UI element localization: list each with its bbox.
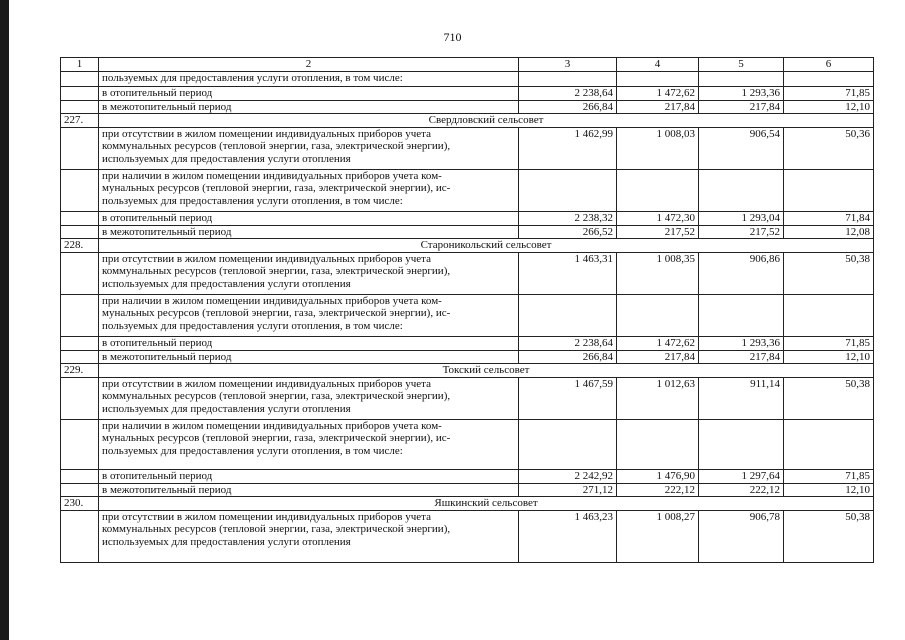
heating-period-row [61, 469, 874, 483]
value-col6: 12,10 [784, 100, 874, 114]
value-col6: 71,85 [784, 86, 874, 100]
text-line: используемых для предоставления услуги отопления [102, 277, 351, 290]
interheating-period-row [61, 225, 874, 239]
col-header-6: 6 [784, 58, 874, 72]
section-header-row [61, 114, 874, 128]
description-cell: в межотопительный период [99, 350, 519, 364]
text-line: при наличии в жилом помещении индивидуальных приборов учета ком- [102, 419, 442, 432]
value-col3: 266,84 [519, 350, 617, 364]
value-col4: 1 012,63 [617, 377, 699, 419]
continuation-intro-row [61, 71, 874, 86]
value-col6: 71,85 [784, 469, 874, 483]
index-cell [61, 211, 99, 225]
index-cell [61, 483, 99, 497]
col-header-3: 3 [519, 58, 617, 72]
page-number: 710 [443, 30, 462, 44]
row-without-meters [61, 510, 874, 562]
section-header-row [61, 497, 874, 511]
description-cell [99, 377, 519, 419]
value-col4: 1 476,90 [617, 469, 699, 483]
text-line: пользуемых для предоставления услуги отопления, в том числе: [102, 319, 403, 332]
binding-edge [0, 0, 9, 640]
col-header-2: 2 [99, 58, 519, 72]
value-col4: 217,84 [617, 100, 699, 114]
value-col6: 12,08 [784, 225, 874, 239]
description-cell: в отопительный период [99, 469, 519, 483]
value-col4: 1 008,03 [617, 127, 699, 169]
value-col5: 217,84 [699, 100, 784, 114]
section-header-row [61, 364, 874, 378]
text-line: мунальных ресурсов (тепловой энергии, газа, электрической энергии), ис- [102, 432, 451, 444]
index-cell [61, 252, 99, 294]
heating-period-row [61, 211, 874, 225]
section-number: 228. [61, 239, 99, 253]
value-col6: 50,36 [784, 127, 874, 169]
value-col3: 1 467,59 [519, 377, 617, 419]
index-cell [61, 127, 99, 169]
description-cell [99, 127, 519, 169]
value-col5: 1 293,36 [699, 336, 784, 350]
value-col5 [699, 419, 784, 469]
text-line: при отсутствии в жилом помещении индивидуальных приборов учета [102, 127, 431, 140]
index-cell [61, 100, 99, 114]
value-col3: 266,84 [519, 100, 617, 114]
description-cell [99, 169, 519, 211]
value-col6: 50,38 [784, 377, 874, 419]
text-line: при наличии в жилом помещении индивидуальных приборов учета ком- [102, 294, 442, 307]
description-cell: в отопительный период [99, 211, 519, 225]
col-header-5: 5 [699, 58, 784, 72]
value-col5: 906,86 [699, 252, 784, 294]
value-col3: 2 238,64 [519, 336, 617, 350]
value-col6 [784, 71, 874, 86]
text-line: при наличии в жилом помещении индивидуальных приборов учета ком- [102, 169, 442, 182]
value-col4: 222,12 [617, 483, 699, 497]
index-cell [61, 377, 99, 419]
index-cell [61, 419, 99, 469]
description-cell: в отопительный период [99, 336, 519, 350]
index-cell [61, 169, 99, 211]
description-cell [99, 510, 519, 562]
value-col3 [519, 169, 617, 211]
description-cell: в межотопительный период [99, 225, 519, 239]
text-line: пользуемых для предоставления услуги отопления, в том числе: [102, 194, 403, 207]
interheating-period-row [61, 483, 874, 497]
row-without-meters [61, 252, 874, 294]
text-line: мунальных ресурсов (тепловой энергии, газа, электрической энергии), ис- [102, 182, 451, 194]
value-col3: 2 242,92 [519, 469, 617, 483]
description-cell: в отопительный период [99, 86, 519, 100]
index-cell [61, 86, 99, 100]
description-cell: пользуемых для предоставления услуги отопления, в том числе: [99, 71, 519, 86]
continuation-interheating-row [61, 100, 874, 114]
value-col3: 271,12 [519, 483, 617, 497]
value-col3: 2 238,32 [519, 211, 617, 225]
value-col6: 71,84 [784, 211, 874, 225]
row-with-meters [61, 419, 874, 469]
index-cell [61, 225, 99, 239]
heating-period-row [61, 336, 874, 350]
value-col5: 906,78 [699, 510, 784, 562]
text-line: пользуемых для предоставления услуги отопления, в том числе: [102, 444, 403, 457]
section-title: Свердловский сельсовет [99, 114, 874, 128]
text-line: коммунальных ресурсов (тепловой энергии, газа, электрической энергии), [102, 523, 451, 535]
col-header-1: 1 [61, 58, 99, 72]
section-title: Староникольский сельсовет [99, 239, 874, 253]
value-col6: 50,38 [784, 252, 874, 294]
section-header-row [61, 239, 874, 253]
value-col4: 1 008,27 [617, 510, 699, 562]
index-cell [61, 336, 99, 350]
value-col4: 1 472,30 [617, 211, 699, 225]
value-col6: 50,38 [784, 510, 874, 562]
section-title: Яшкинский сельсовет [99, 497, 874, 511]
value-col3: 266,52 [519, 225, 617, 239]
text-line: коммунальных ресурсов (тепловой энергии, газа, электрической энергии), [102, 265, 451, 277]
text-line: мунальных ресурсов (тепловой энергии, газа, электрической энергии), ис- [102, 307, 451, 319]
text-line: при отсутствии в жилом помещении индивидуальных приборов учета [102, 377, 431, 390]
value-col4 [617, 419, 699, 469]
table-body [61, 58, 874, 563]
index-cell [61, 71, 99, 86]
value-col5 [699, 169, 784, 211]
value-col4: 217,52 [617, 225, 699, 239]
index-cell [61, 510, 99, 562]
value-col3 [519, 294, 617, 336]
value-col3: 2 238,64 [519, 86, 617, 100]
value-col3: 1 462,99 [519, 127, 617, 169]
value-col5 [699, 71, 784, 86]
row-without-meters [61, 127, 874, 169]
header-row [61, 58, 874, 72]
row-with-meters [61, 294, 874, 336]
value-col5: 911,14 [699, 377, 784, 419]
description-cell [99, 419, 519, 469]
value-col4: 217,84 [617, 350, 699, 364]
value-col4 [617, 169, 699, 211]
description-cell: в межотопительный период [99, 100, 519, 114]
index-cell [61, 469, 99, 483]
value-col6: 71,85 [784, 336, 874, 350]
index-cell [61, 294, 99, 336]
row-with-meters [61, 169, 874, 211]
description-cell [99, 252, 519, 294]
description-cell [99, 294, 519, 336]
text-line: используемых для предоставления услуги отопления [102, 535, 351, 548]
text-line: используемых для предоставления услуги отопления [102, 152, 351, 165]
value-col5: 1 297,64 [699, 469, 784, 483]
value-col4: 1 472,62 [617, 336, 699, 350]
tariff-table [60, 57, 874, 563]
value-col4: 1 008,35 [617, 252, 699, 294]
value-col5: 1 293,36 [699, 86, 784, 100]
continuation-heating-row [61, 86, 874, 100]
section-number: 230. [61, 497, 99, 511]
value-col5: 222,12 [699, 483, 784, 497]
value-col5: 217,52 [699, 225, 784, 239]
value-col3 [519, 419, 617, 469]
value-col5 [699, 294, 784, 336]
value-col6: 12,10 [784, 483, 874, 497]
value-col5: 906,54 [699, 127, 784, 169]
text-line: при отсутствии в жилом помещении индивидуальных приборов учета [102, 252, 431, 265]
text-line: коммунальных ресурсов (тепловой энергии, газа, электрической энергии), [102, 140, 451, 152]
text-line: при отсутствии в жилом помещении индивидуальных приборов учета [102, 510, 431, 523]
row-without-meters [61, 377, 874, 419]
section-title: Токский сельсовет [99, 364, 874, 378]
text-line: коммунальных ресурсов (тепловой энергии, газа, электрической энергии), [102, 390, 451, 402]
value-col5: 1 293,04 [699, 211, 784, 225]
index-cell [61, 350, 99, 364]
value-col4 [617, 294, 699, 336]
value-col3 [519, 71, 617, 86]
value-col6 [784, 169, 874, 211]
value-col5: 217,84 [699, 350, 784, 364]
text-line: используемых для предоставления услуги отопления [102, 402, 351, 415]
value-col3: 1 463,23 [519, 510, 617, 562]
description-cell: в межотопительный период [99, 483, 519, 497]
value-col3: 1 463,31 [519, 252, 617, 294]
value-col6 [784, 419, 874, 469]
value-col4 [617, 71, 699, 86]
value-col6 [784, 294, 874, 336]
interheating-period-row [61, 350, 874, 364]
section-number: 227. [61, 114, 99, 128]
value-col6: 12,10 [784, 350, 874, 364]
col-header-4: 4 [617, 58, 699, 72]
section-number: 229. [61, 364, 99, 378]
value-col4: 1 472,62 [617, 86, 699, 100]
